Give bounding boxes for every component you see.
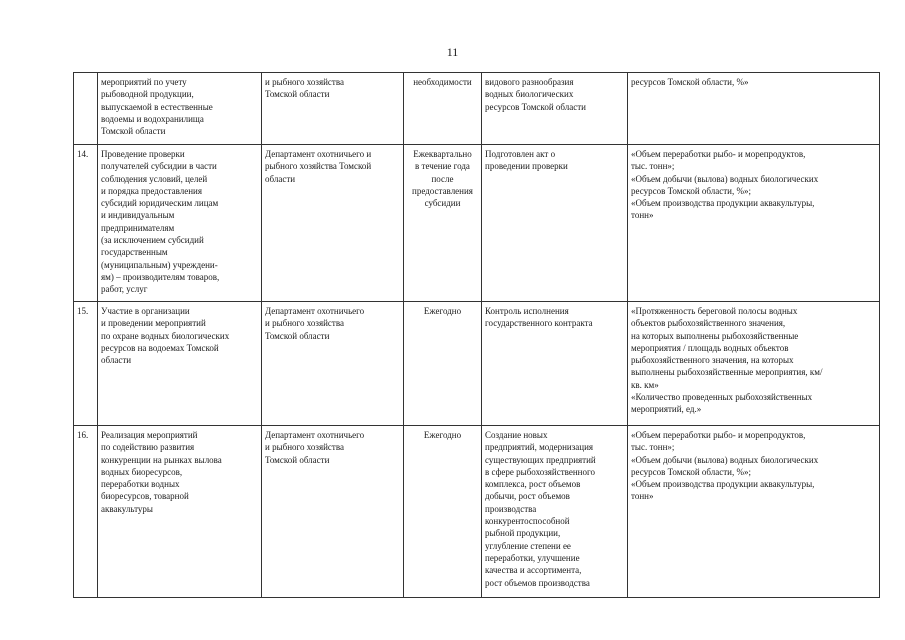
indicators-cell: «Объем переработки рыбо- и морепродуктов, тыс. тонн»; «Объем добычи (вылова) водных биологических ресурсов Томской области, %»; «Объем производства продукции аквакультуры, тонн» <box>628 426 880 598</box>
result-cell: видового разнообразия водных биологических ресурсов Томской области <box>482 73 628 145</box>
row-number-cell: 15. <box>74 302 98 426</box>
measure-name-cell: Реализация мероприятий по содействию развития конкуренции на рынках вылова водных биоресурсов, переработки водных биоресурсов, товарной аквакультуры <box>98 426 262 598</box>
row-number-cell: 16. <box>74 426 98 598</box>
table-row <box>74 145 880 302</box>
table-row <box>74 426 880 598</box>
result-cell: Контроль исполнения государственного контракта <box>482 302 628 426</box>
result-cell: Подготовлен акт о проведении проверки <box>482 145 628 302</box>
measure-name-cell: Участие в организации и проведении мероприятий по охране водных биологических ресурсов на водоемах Томской области <box>98 302 262 426</box>
row-number-cell: 14. <box>74 145 98 302</box>
executor-cell: и рыбного хозяйства Томской области <box>262 73 404 145</box>
term-cell: необходимости <box>404 73 482 145</box>
row-number-cell <box>74 73 98 145</box>
measure-name-cell: Проведение проверки получателей субсидии в части соблюдения условий, целей и порядка предоставления субсидий юридическим лицам и индивидуальным предпринимателям (за исключением субсидий государственным (муниципальным) учреждени- ям) – производителям товаров, работ, услуг <box>98 145 262 302</box>
table-row <box>74 302 880 426</box>
term-cell: Ежегодно <box>404 426 482 598</box>
indicators-cell: «Протяженность береговой полосы водных объектов рыбохозяйственного значения, на которых выполнены рыбохозяйственные мероприятия / площадь водных объектов рыбохозяйственного значения, на которых выполнены рыбохозяйственные мероприятия, км/ кв. км» «Количество проведенных рыбохозяйственных мероприятий, ед.» <box>628 302 880 426</box>
table-row <box>74 73 880 145</box>
term-cell: Ежегодно <box>404 302 482 426</box>
page-number: 11 <box>446 45 459 59</box>
executor-cell: Департамент охотничьего и рыбного хозяйства Томской области <box>262 145 404 302</box>
measure-name-cell: мероприятий по учету рыбоводной продукции, выпускаемой в естественные водоемы и водохранилища Томской области <box>98 73 262 145</box>
program-measures-table <box>73 72 880 598</box>
term-cell: Ежеквартально в течение года после предоставления субсидии <box>404 145 482 302</box>
indicators-cell: «Объем переработки рыбо- и морепродуктов, тыс. тонн»; «Объем добычи (вылова) водных биологических ресурсов Томской области, %»; «Объем производства продукции аквакультуры, тонн» <box>628 145 880 302</box>
result-cell: Создание новых предприятий, модернизация существующих предприятий в сфере рыбохозяйственного комплекса, рост объемов добычи, рост объемов производства конкурентоспособной рыбной продукции, углубление степени ее переработки, улучшение качества и ассортимента, рост объемов производства <box>482 426 628 598</box>
executor-cell: Департамент охотничьего и рыбного хозяйства Томской области <box>262 302 404 426</box>
indicators-cell: ресурсов Томской области, %» <box>628 73 880 145</box>
executor-cell: Департамент охотничьего и рыбного хозяйства Томской области <box>262 426 404 598</box>
